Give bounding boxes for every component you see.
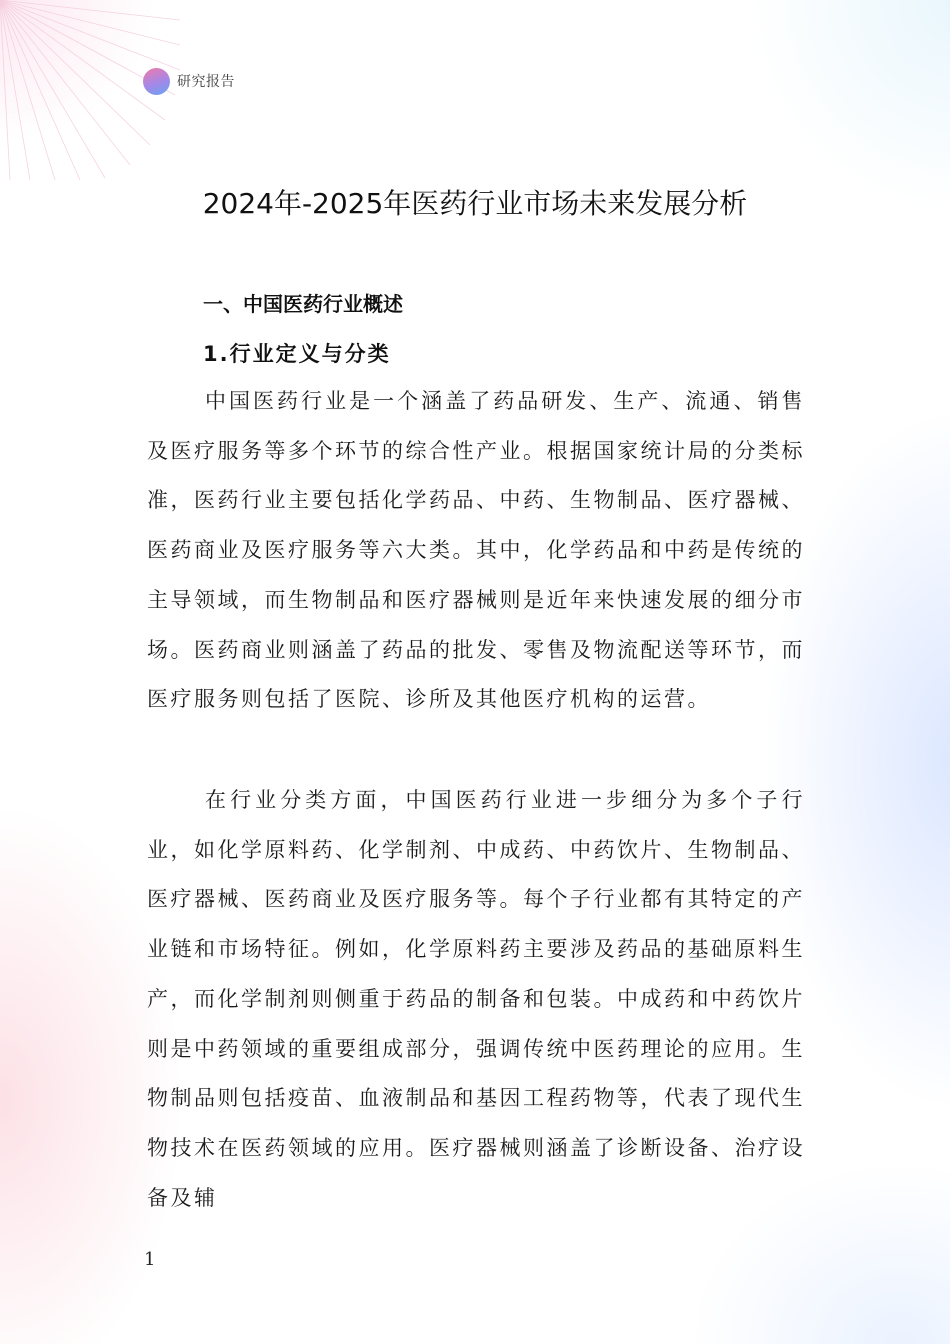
document-title: 2024年-2025年医药行业市场未来发展分析	[202, 187, 748, 220]
page-number: 1	[144, 1249, 156, 1270]
sub-heading: 1.行业定义与分类	[203, 342, 391, 366]
header-label: 研究报告	[177, 74, 235, 90]
report-header	[143, 66, 235, 96]
body-paragraph-2: 在行业分类方面，中国医药行业进一步细分为多个子行业，如化学原料药、化学制剂、中成药、中药饮片、生物制品、医疗器械、医药商业及医疗服务等。每个子行业都有其特定的产业链和市场特征。例如，化学原料药主要涉及药品的基础原料生产，而化学制剂则侧重于药品的制备和包装。中成药和中药饮片则是中药领域的重要组成部分，强调传统中医药理论的应用。生物制品则包括疫苗、血液制品和基因工程药物等，代表了现代生物技术在医药领域的应用。医疗器械则涵盖了诊断设备、治疗设备及辅	[147, 788, 805, 1210]
section-heading: 一、中国医药行业概述	[203, 292, 403, 316]
body-paragraph-1: 中国医药行业是一个涵盖了药品研发、生产、流通、销售及医疗服务等多个环节的综合性产业。根据国家统计局的分类标准，医药行业主要包括化学药品、中药、生物制品、医疗器械、医药商业及医疗服务等六大类。其中，化学药品和中药是传统的主导领域，而生物制品和医疗器械则是近年来快速发展的细分市场。医药商业则涵盖了药品的批发、零售及物流配送等环节，而医疗服务则包括了医院、诊所及其他医疗机构的运营。	[147, 389, 805, 712]
logo-circle-icon	[143, 68, 170, 95]
